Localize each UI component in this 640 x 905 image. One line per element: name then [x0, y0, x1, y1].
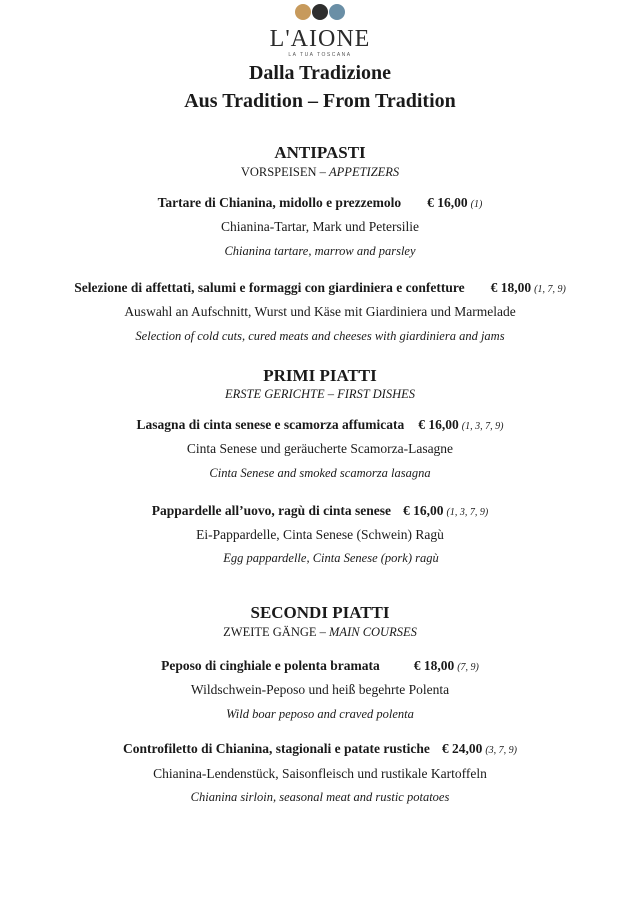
dish-description-en: Wild boar peposo and craved polenta	[226, 707, 414, 721]
dish-description-en: Chianina sirloin, seasonal meat and rustic potatoes	[190, 790, 450, 804]
logo-dot-gold	[295, 4, 311, 20]
dish-description-en: Egg pappardelle, Cinta Senese (pork) ragù	[223, 551, 439, 565]
dish-description-de: Chianina-Tartar, Mark und Petersilie	[221, 219, 419, 234]
dish-name: Controfiletto di Chianina, stagionali e patate rustiche € 24,00 (3, 7, 9)	[122, 741, 518, 756]
section-title-primi: PRIMI PIATTI	[263, 366, 377, 385]
logo-dot-dark	[312, 4, 328, 20]
dish-description-de: Chianina-Lendenstück, Saisonfleisch und rustikale Kartoffeln	[153, 766, 487, 781]
brand-name: L'AIONE	[269, 26, 371, 52]
section-subtitle-primi: ERSTE GERICHTE – FIRST DISHES	[224, 387, 416, 401]
dish-price: € 16,00	[418, 417, 459, 432]
dish-allergens: (1, 3, 7, 9)	[446, 507, 489, 518]
section-subtitle-secondi: ZWEITE GÄNGE – MAIN COURSES	[223, 625, 417, 639]
dish-allergens: (1, 7, 9)	[534, 284, 566, 295]
dish-allergens: (1)	[470, 199, 483, 210]
dish-price: € 18,00	[490, 280, 532, 295]
dish-name: Tartare di Chianina, midollo e prezzemolo € 16,00 (1)	[157, 195, 483, 210]
logo-dots	[0, 4, 640, 22]
page-subtitle: Aus Tradition – From Tradition	[184, 90, 456, 112]
dish-price: € 18,00	[413, 658, 455, 673]
dish-name: Peposo di cinghiale e polenta bramata € 18,00 (7, 9)	[161, 658, 479, 673]
restaurant-logo	[0, 4, 640, 58]
dish-allergens: (7, 9)	[457, 662, 479, 673]
dish-name: Lasagna di cinta senese e scamorza affumicata € 16,00 (1, 3, 7, 9)	[136, 417, 504, 432]
dish-name: Selezione di affettati, salumi e formaggi con giardiniera e confetture € 18,00 (1, 7, 9)	[74, 280, 566, 295]
dish-description-de: Cinta Senese und geräucherte Scamorza-Lasagne	[186, 441, 454, 456]
section-title-antipasti: ANTIPASTI	[274, 143, 366, 162]
dish-name: Pappardelle all’uovo, ragù di cinta senese € 16,00 (1, 3, 7, 9)	[151, 503, 489, 518]
dish-description-en: Selection of cold cuts, cured meats and cheeses with giardiniera and jams	[135, 329, 505, 343]
logo-dot-blue	[329, 4, 345, 20]
dish-description-de: Wildschwein-Peposo und heiß begehrte Polenta	[190, 682, 450, 697]
section-title-secondi: SECONDI PIATTI	[250, 603, 390, 622]
dish-description-en: Cinta Senese and smoked scamorza lasagna	[209, 466, 431, 480]
dish-price: € 16,00	[403, 503, 444, 518]
dish-description-de: Auswahl an Aufschnitt, Wurst und Käse mit Giardiniera und Marmelade	[124, 304, 516, 319]
dish-allergens: (1, 3, 7, 9)	[461, 421, 504, 432]
dish-description-de: Ei-Pappardelle, Cinta Senese (Schwein) Ragù	[196, 527, 444, 542]
page-title: Dalla Tradizione	[248, 62, 392, 84]
dish-price: € 16,00	[427, 195, 468, 210]
brand-tagline: LA TUA TOSCANA	[288, 52, 352, 58]
dish-allergens: (3, 7, 9)	[485, 745, 518, 756]
section-subtitle-antipasti: VORSPEISEN – APPETIZERS	[240, 165, 400, 179]
dish-price: € 24,00	[441, 741, 483, 756]
dish-description-en: Chianina tartare, marrow and parsley	[224, 244, 416, 258]
